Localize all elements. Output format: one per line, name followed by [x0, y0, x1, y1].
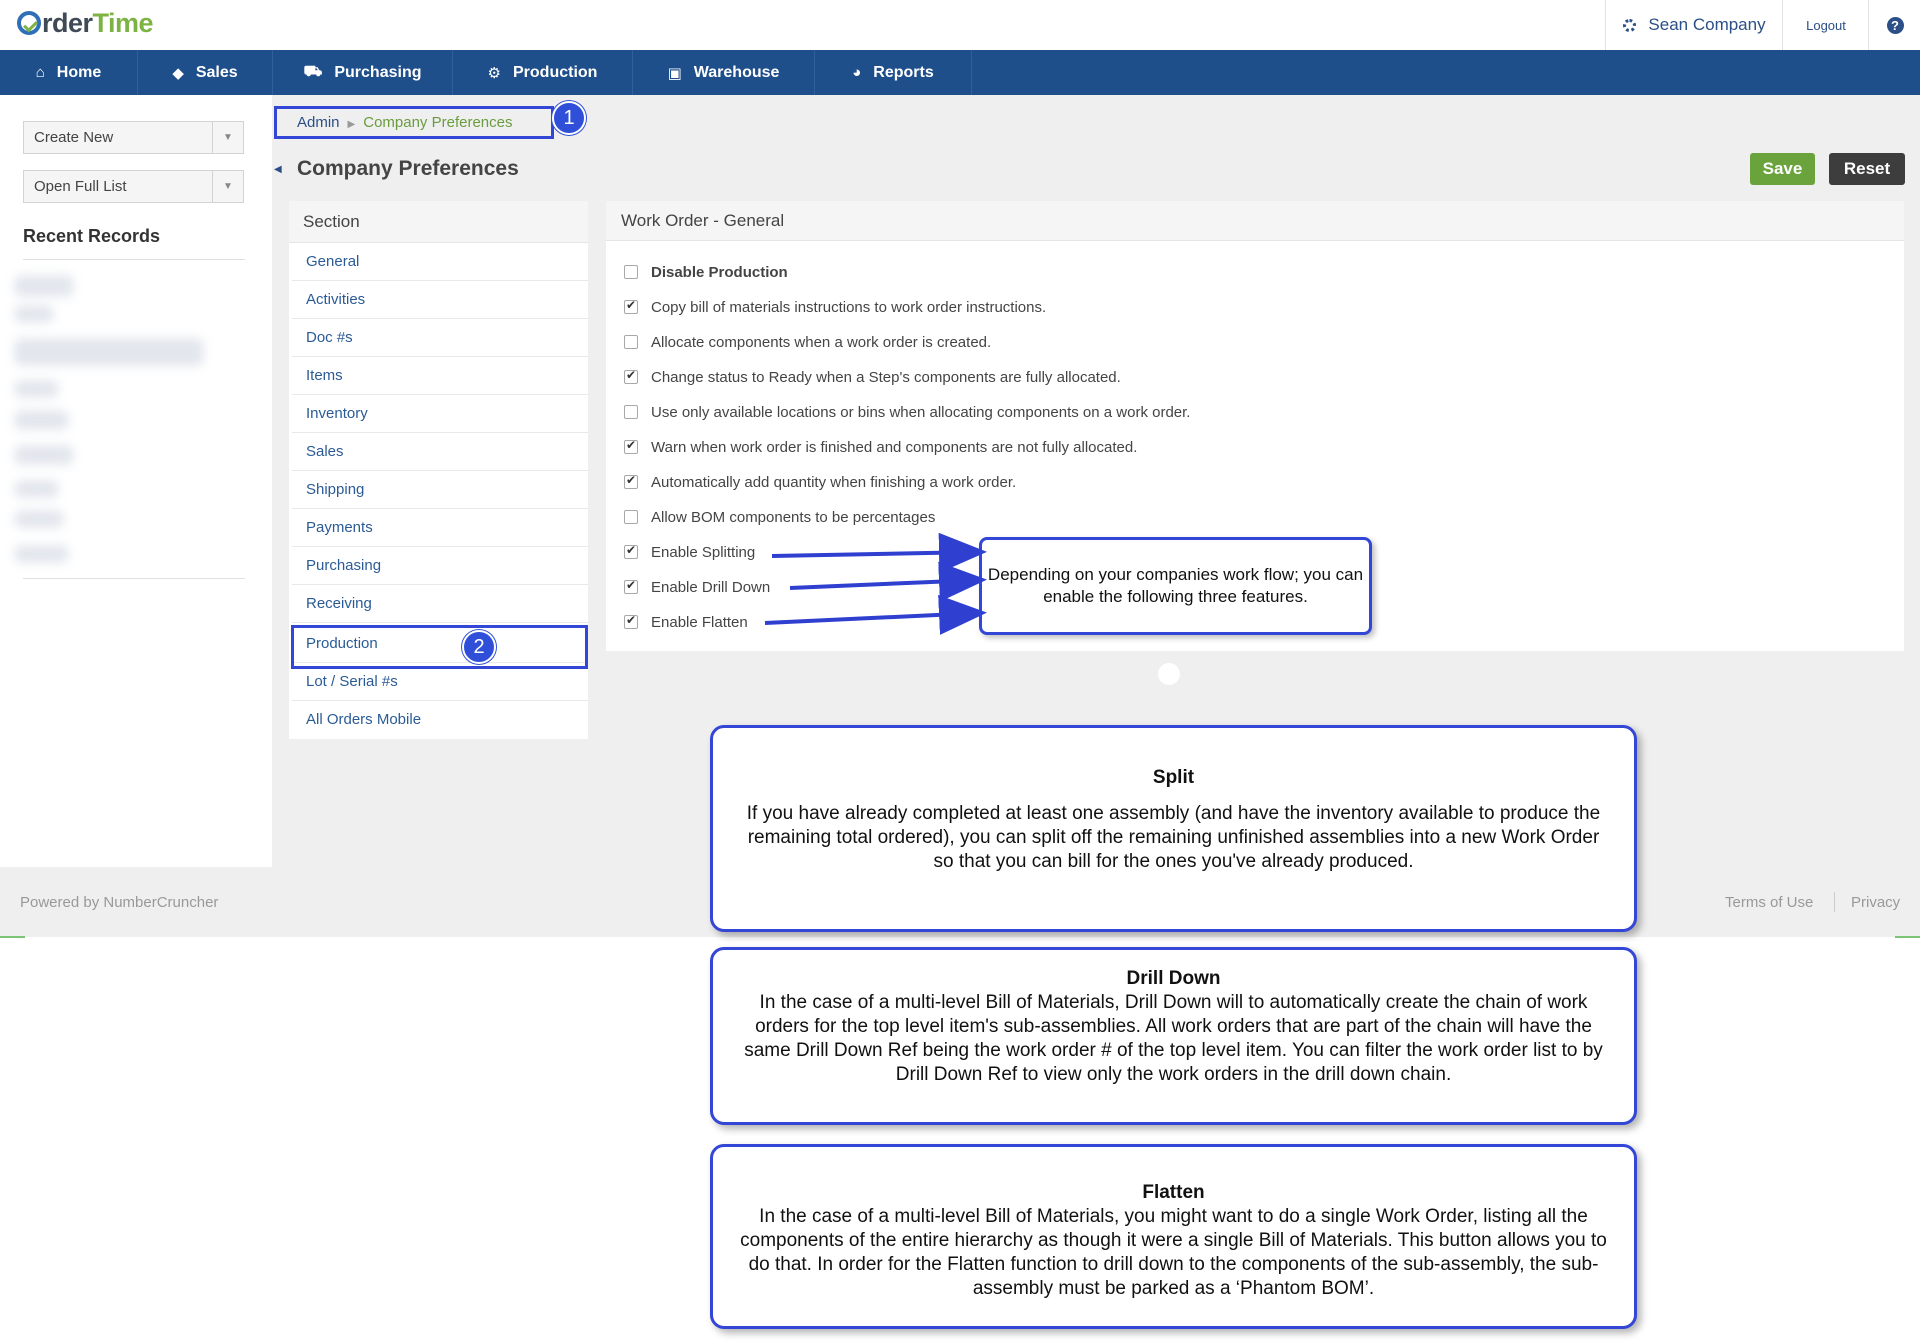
section-item-sales[interactable]: Sales	[292, 433, 588, 471]
arrow-splitting	[772, 552, 979, 556]
split-title: Split	[1152, 767, 1195, 788]
powered-by-text: Powered by NumberCruncher	[20, 894, 219, 911]
collapse-sidebar-icon[interactable]: ◀	[274, 164, 282, 175]
arrow-flatten	[765, 613, 979, 623]
features-callout: Depending on your companies work flow; you can enable the following three features.	[979, 537, 1372, 635]
nav-reports[interactable]: ◕ Reports	[815, 50, 972, 95]
arrow-drill-down	[790, 580, 979, 588]
drill-down-title: Drill Down	[1126, 968, 1221, 989]
nav-warehouse[interactable]: ▣ Warehouse	[633, 50, 815, 95]
section-item-activities[interactable]: Activities	[292, 281, 588, 319]
section-item-inventory[interactable]: Inventory	[292, 395, 588, 433]
section-item-general[interactable]: General	[292, 243, 588, 281]
section-item-payments[interactable]: Payments	[292, 509, 588, 547]
breadcrumb-admin[interactable]: Admin	[297, 114, 340, 131]
company-name: Sean Company	[1648, 15, 1766, 34]
page-edge-mark	[1895, 936, 1920, 938]
pie-chart-icon: ◕	[852, 64, 862, 81]
nav-home[interactable]: ⌂ Home	[0, 50, 138, 95]
step-badge-1: 1	[552, 101, 586, 135]
box-icon: ▣	[667, 64, 682, 82]
section-item-receiving[interactable]: Receiving	[292, 585, 588, 623]
flatten-callout	[710, 1144, 1637, 1329]
option-warn-not-allocated[interactable]: ✔ Warn when work order is finished and components are not fully allocated.	[624, 436, 1137, 458]
page-title: Company Preferences	[297, 157, 519, 180]
drill-down-text: In the case of a multi-level Bill of Materials, Drill Down will to automatically create the chain of work orders for the top level item's sub-assemblies. All work orders that are part of the chain will have the same Drill Down Ref being the work order # of the top level item. You can filter the work order list to by Drill Down Ref to view only the work orders in the drill down chain.	[744, 992, 1603, 1085]
chevron-down-icon[interactable]: ▼	[212, 122, 243, 153]
flatten-title: Flatten	[1142, 1182, 1205, 1203]
chevron-right-icon: ▶	[347, 119, 356, 130]
page-edge-mark	[0, 936, 25, 938]
section-item-doc-numbers[interactable]: Doc #s	[292, 319, 588, 357]
option-change-status-ready[interactable]: ✔ Change status to Ready when a Step's components are fully allocated.	[624, 366, 1121, 388]
drill-down-callout	[710, 947, 1637, 1125]
section-item-purchasing[interactable]: Purchasing	[292, 547, 588, 585]
recent-records-title: Recent Records	[23, 226, 161, 246]
help-icon: ?	[1887, 17, 1904, 34]
ordertime-logo[interactable]: rderTime	[17, 8, 153, 39]
logout-link[interactable]: Logout	[1782, 0, 1869, 50]
nav-production[interactable]: ⚙ Production	[453, 50, 633, 95]
chevron-down-icon[interactable]: ▼	[212, 171, 243, 202]
option-enable-drill-down[interactable]: ✔ Enable Drill Down	[624, 576, 770, 598]
cart-icon: ⛟	[303, 63, 323, 80]
section-item-items[interactable]: Items	[292, 357, 588, 395]
nav-purchasing[interactable]: ⛟ Purchasing	[273, 50, 453, 95]
option-enable-flatten[interactable]: ✔ Enable Flatten	[624, 611, 748, 633]
tag-icon: ◆	[172, 64, 184, 82]
privacy-link[interactable]: Privacy	[1851, 894, 1901, 911]
reset-button[interactable]: Reset	[1829, 153, 1905, 185]
terms-of-use-link[interactable]: Terms of Use	[1725, 894, 1814, 911]
breadcrumb-current: Company Preferences	[363, 114, 513, 131]
split-text: If you have already completed at least one assembly (and have the inventory available to produce the remaining total ordered), you can split off the remaining unfinished assemblies into a new Work Order so that you can bill for the ones you've already produced.	[746, 803, 1601, 872]
option-copy-bom-instructions[interactable]: ✔ Copy bill of materials instructions to work order instructions.	[624, 296, 1046, 318]
section-item-all-orders-mobile[interactable]: All Orders Mobile	[306, 711, 422, 728]
divider	[1834, 892, 1835, 912]
option-bom-percentages[interactable]: Allow BOM components to be percentages	[624, 506, 935, 528]
step-badge-2: 2	[462, 630, 496, 664]
home-icon: ⌂	[35, 64, 45, 81]
save-button[interactable]: Save	[1750, 153, 1815, 185]
flatten-text: In the case of a multi-level Bill of Materials, you might want to do a single Work Order, listing all the components of the entire hierarchy as though it were a single Bill of Materials. This button allows you to do that. In order for the Flatten function to drill down to the components of the sub-assembly, the sub-assembly must be parked as a ‘Phantom BOM’.	[740, 1206, 1607, 1299]
nav-sales[interactable]: ◆ Sales	[138, 50, 273, 95]
section-item-lot-serial[interactable]: Lot / Serial #s	[292, 663, 588, 701]
option-available-locations[interactable]: Use only available locations or bins when allocating components on a work order.	[624, 401, 1190, 423]
work-order-header: Work Order - General	[606, 201, 1904, 241]
option-allocate-components[interactable]: Allocate components when a work order is created.	[624, 331, 991, 353]
section-item-shipping[interactable]: Shipping	[292, 471, 588, 509]
open-full-list-dropdown[interactable]: Open Full List ▼	[23, 170, 244, 203]
option-enable-splitting[interactable]: ✔ Enable Splitting	[624, 541, 755, 563]
section-header: Section	[289, 201, 588, 243]
create-new-dropdown[interactable]: Create New ▼	[23, 121, 244, 154]
section-item-production[interactable]: Production	[292, 625, 588, 663]
option-disable-production[interactable]: Disable Production	[624, 261, 788, 283]
gears-icon: ⚙	[487, 64, 501, 82]
split-callout	[710, 725, 1637, 932]
option-auto-add-quantity[interactable]: ✔ Automatically add quantity when finishing a work order.	[624, 471, 1016, 493]
